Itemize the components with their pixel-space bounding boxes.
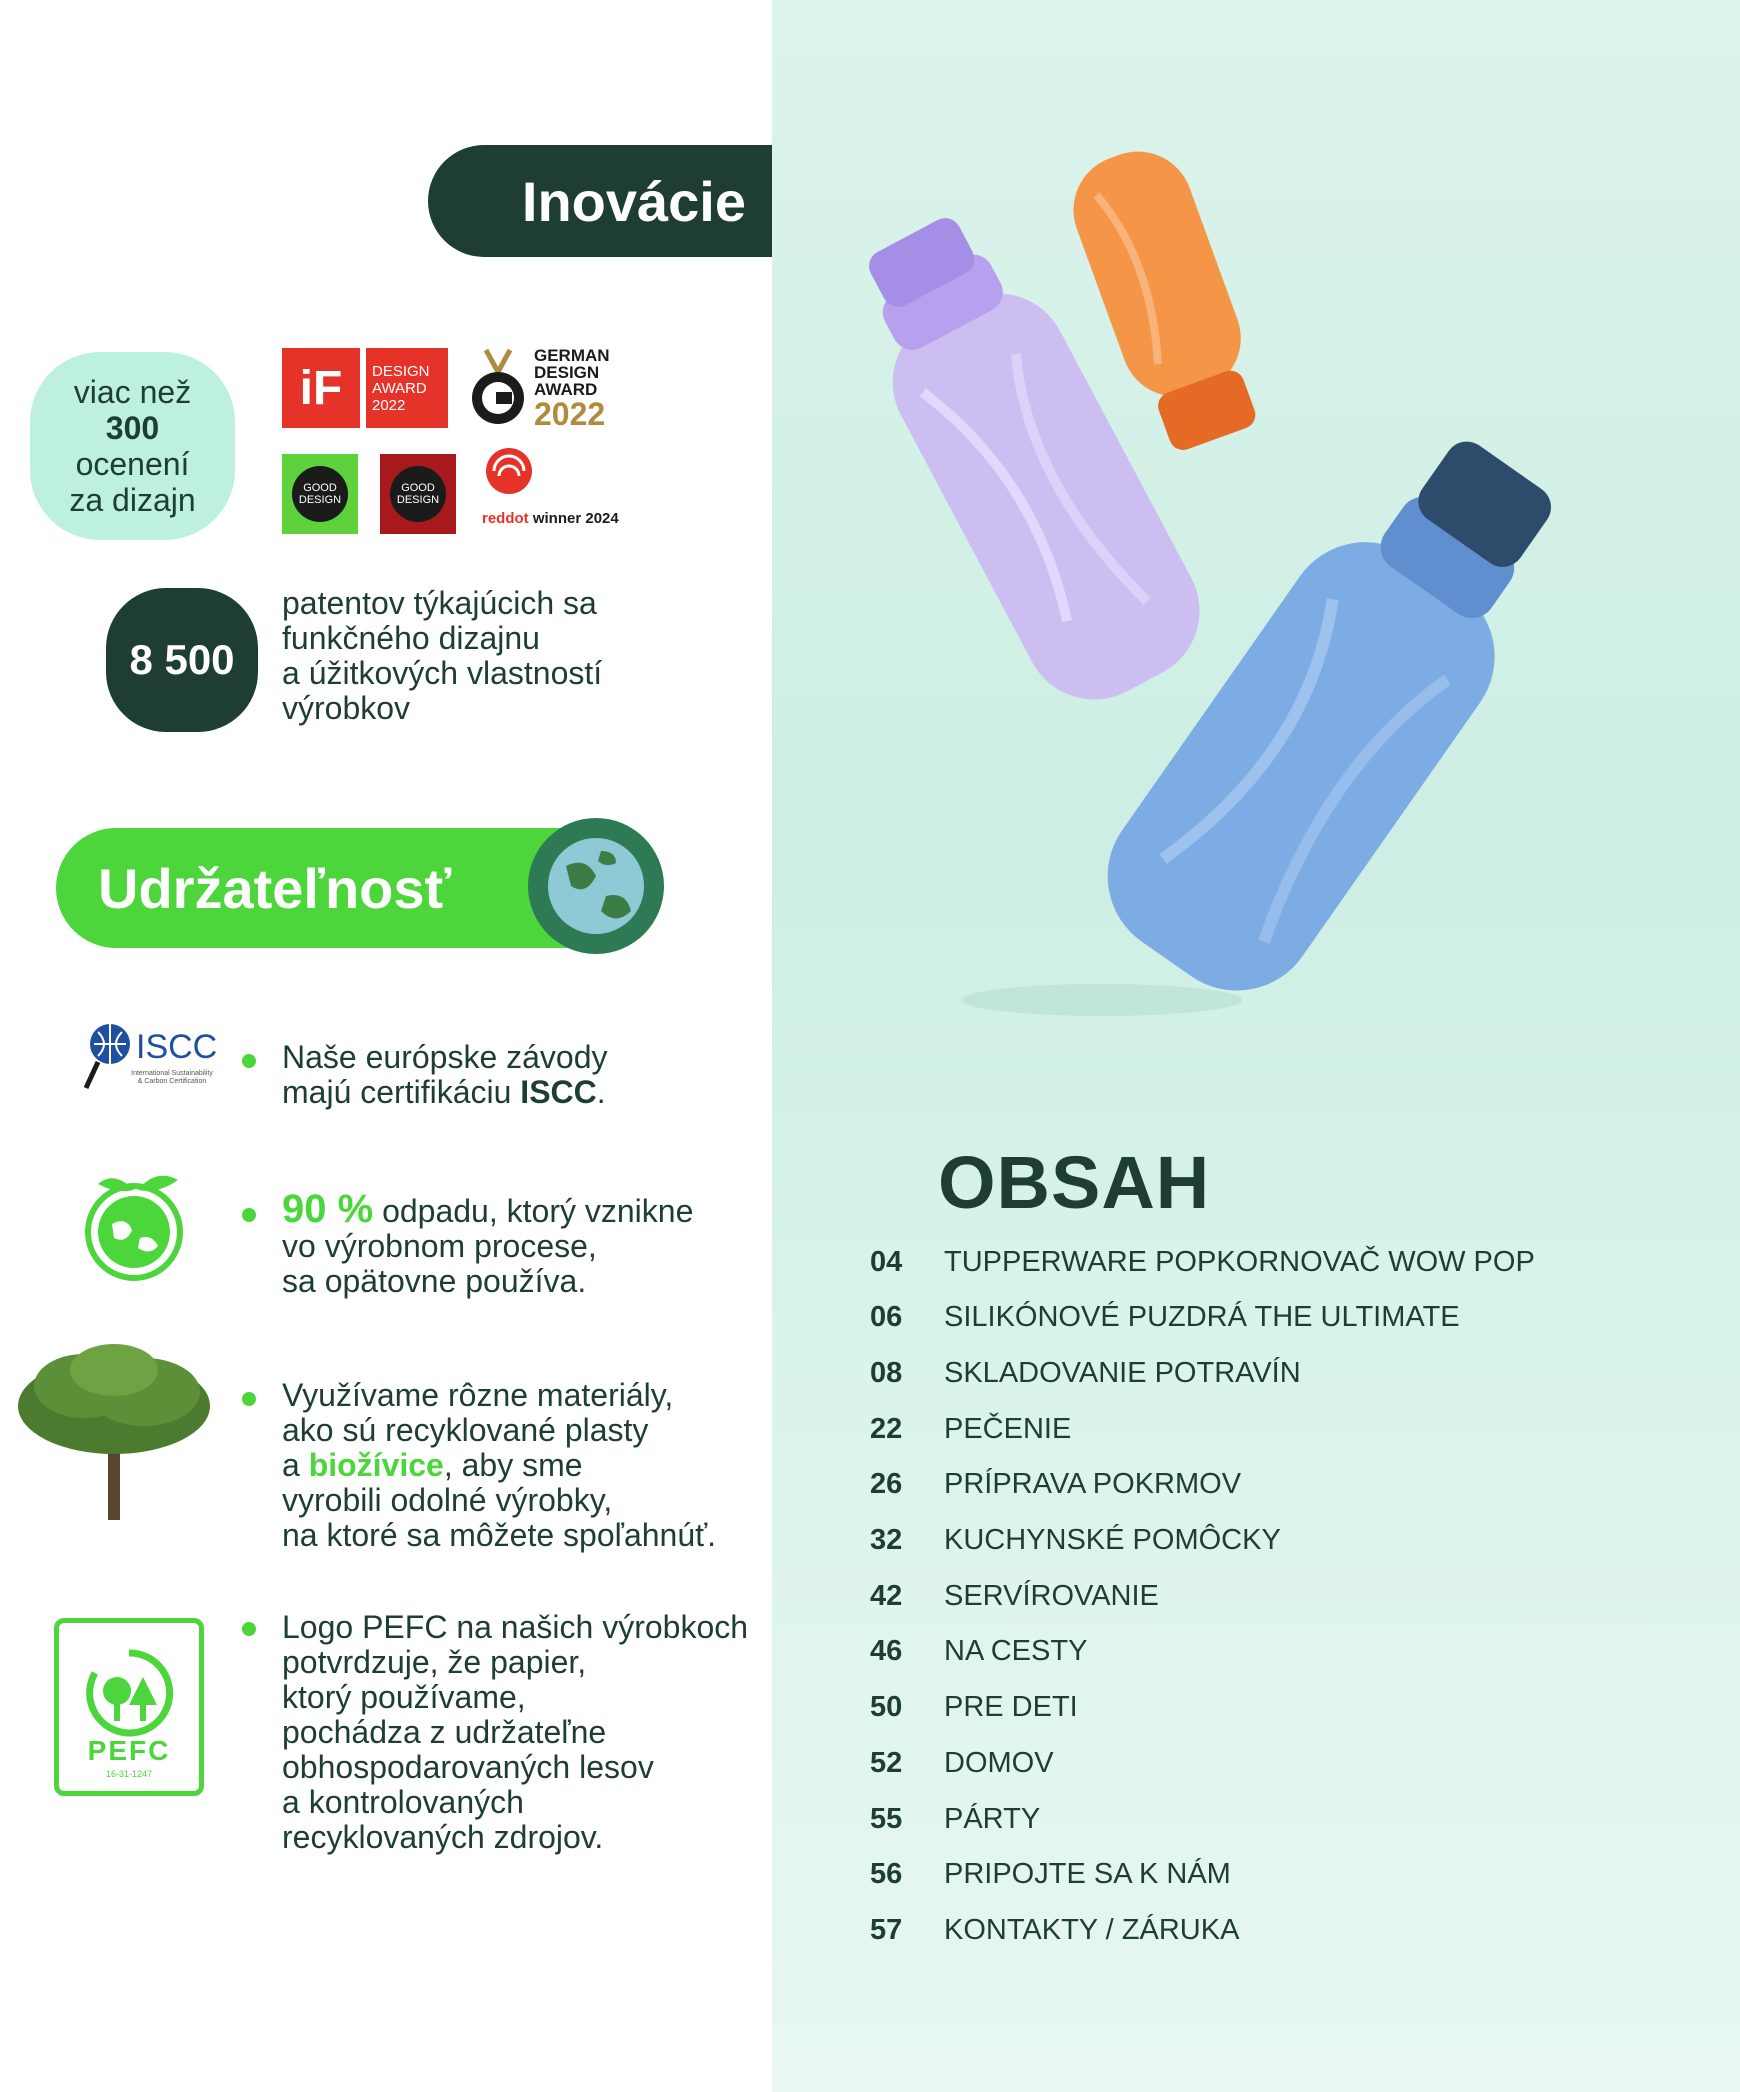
toc-item-label: PRE DETI [944,1691,1078,1724]
awards-badge [30,352,235,540]
awards-line1: viac než [73,374,192,410]
patents-line-2: funkčného dizajnu [282,620,540,656]
materials-line-3b: biožívice [308,1447,444,1483]
patents-text [282,586,702,726]
materials-line-2: ako sú recyklované plasty [282,1412,649,1448]
reddot-logo [482,446,652,536]
pefc-text [282,1610,748,1855]
iscc-line-2b: ISCC [520,1074,597,1110]
innovation-title: Inovácie [428,145,772,257]
toc-item-label: TUPPERWARE POPKORNOVAČ WOW POP [944,1245,1535,1278]
toc-title: OBSAH [938,1141,1211,1224]
patents-badge: 8 500 [106,588,258,732]
pefc-tree-icon [79,1647,179,1737]
pefc-line-3: ktorý používame, [282,1679,526,1715]
toc-page-number: 06 [870,1301,903,1334]
toc-page-number: 52 [870,1746,903,1779]
toc-page-number: 32 [870,1524,903,1556]
toc-item[interactable] [870,1632,1087,1672]
toc-item[interactable] [870,1743,1054,1783]
waste-line-2: vo výrobnom procese, [282,1228,597,1264]
toc-item-label: KUCHYNSKÉ POMÔCKY [944,1524,1281,1556]
toc-page-number: 08 [870,1356,903,1389]
toc-page-number: 26 [870,1468,903,1501]
awards-number: 300 [105,410,160,446]
toc-item-label: KONTAKTY / ZÁRUKA [944,1913,1240,1946]
materials-line-3c: , aby sme [443,1447,583,1483]
good-design-green-logo [282,454,358,534]
waste-line-3: sa opätovne používa. [282,1263,587,1299]
reddot-suffix: winner 2024 [528,510,619,527]
pefc-line-4: pochádza z udržateľne [282,1714,607,1750]
water-bottles-illustration [772,0,1740,1120]
if-design-award-logo [282,348,448,428]
pefc-line-1: Logo PEFC na našich výrobkoch [282,1609,749,1645]
pefc-line-5: obhospodarovaných lesov [282,1749,654,1785]
iscc-line-1: Naše európske závody [282,1039,608,1075]
good-design-red-logo [380,454,456,534]
german-text-4: 2022 [534,395,606,432]
patents-line-3: a úžitkových vlastností [282,655,603,691]
blue-bottle [1076,404,1600,1022]
tree-icon [14,1336,214,1522]
good-design-red-2: DESIGN [396,494,440,506]
toc-item[interactable] [870,1242,1535,1282]
toc-item-label: PRÍPRAVA POKRMOV [944,1468,1242,1501]
toc-item[interactable] [870,1688,1078,1728]
if-text-1: DESIGN [372,362,430,380]
toc-item[interactable] [870,1576,1159,1616]
toc-item-label: NA CESTY [944,1635,1088,1668]
waste-text [282,1187,694,1299]
toc-item[interactable] [870,1910,1239,1950]
patents-line-4: výrobkov [282,690,411,726]
german-design-award-logo [468,346,628,430]
pefc-logo [54,1618,204,1796]
iscc-logo-text: ISCC [136,1028,218,1066]
materials-line-5: na ktoré sa môžete spoľahnúť. [282,1517,717,1553]
toc-page-number: 50 [870,1691,903,1724]
leaf-globe-icon [78,1168,190,1284]
iscc-text [282,1040,608,1110]
pefc-line-6: a kontrolovaných [282,1784,524,1820]
toc-item[interactable] [870,1799,1040,1839]
good-design-red-1: GOOD [401,482,435,494]
waste-percent: 90 % [282,1187,374,1231]
bullet-materials [242,1392,256,1406]
toc-item[interactable] [870,1855,1231,1895]
awards-line3: ocenení [75,446,190,482]
toc-item[interactable] [870,1465,1241,1505]
toc-item[interactable] [870,1409,1071,1449]
waste-line-1: odpadu, ktorý vznikne [373,1193,694,1229]
toc-item-label: PEČENIE [944,1412,1072,1445]
toc-item[interactable] [870,1298,1460,1338]
reddot-icon [484,446,534,496]
german-text-3: AWARD [534,379,598,399]
toc-item[interactable] [870,1521,1281,1561]
toc-page-number: 04 [870,1245,903,1278]
materials-text [282,1378,716,1553]
materials-line-3a: a [282,1447,309,1483]
iscc-logo [84,1022,224,1100]
iscc-sub-1: International Sustainability [131,1070,213,1077]
reddot-prefix: reddot [482,510,529,527]
pefc-logo-code: 16-31-1247 [105,1769,153,1779]
good-design-green-2: DESIGN [298,494,342,506]
bullet-pefc [242,1622,256,1636]
iscc-line-2c: . [596,1074,606,1110]
toc-page-number: 56 [870,1858,903,1891]
patents-line-1: patentov týkajúcich sa [282,585,597,621]
toc-page-number: 46 [870,1635,903,1668]
award-medal-icon [468,346,528,430]
sustainability-title: Udržateľnosť [56,828,656,948]
iscc-line-2a: majú certifikáciu [282,1074,521,1110]
toc-item-label: PÁRTY [944,1802,1041,1835]
materials-line-1: Využívame rôzne materiály, [282,1377,674,1413]
toc-page-number: 57 [870,1913,903,1946]
pefc-line-7: recyklovaných zdrojov. [282,1819,604,1855]
if-text-3: 2022 [372,396,406,414]
toc-page-number: 22 [870,1412,903,1445]
toc-item-label: PRIPOJTE SA K NÁM [944,1858,1231,1891]
toc-item-label: DOMOV [944,1746,1054,1779]
iscc-sub-2: & Carbon Certification [137,1078,207,1085]
toc-item[interactable] [870,1353,1301,1393]
bullet-waste [242,1208,256,1222]
good-design-green-1: GOOD [303,482,337,494]
toc-item-label: SKLADOVANIE POTRAVÍN [944,1356,1301,1389]
toc-page-number: 55 [870,1802,903,1835]
if-mark: iF [282,348,360,428]
materials-line-4: vyrobili odolné výrobky, [282,1482,613,1518]
toc-item-label: SILIKÓNOVÉ PUZDRÁ THE ULTIMATE [944,1301,1460,1334]
awards-line4: za dizajn [69,482,196,518]
german-text-2: DESIGN [534,362,600,382]
pefc-line-2: potvrdzuje, že papier, [282,1644,587,1680]
pefc-logo-text: PEFC [87,1735,171,1766]
toc-item-label: SERVÍROVANIE [944,1579,1159,1612]
earth-globe-icon [526,816,666,956]
if-text-2: AWARD [372,379,427,397]
bullet-iscc [242,1054,256,1068]
german-text-1: GERMAN [534,345,610,365]
toc-page-number: 42 [870,1579,903,1612]
